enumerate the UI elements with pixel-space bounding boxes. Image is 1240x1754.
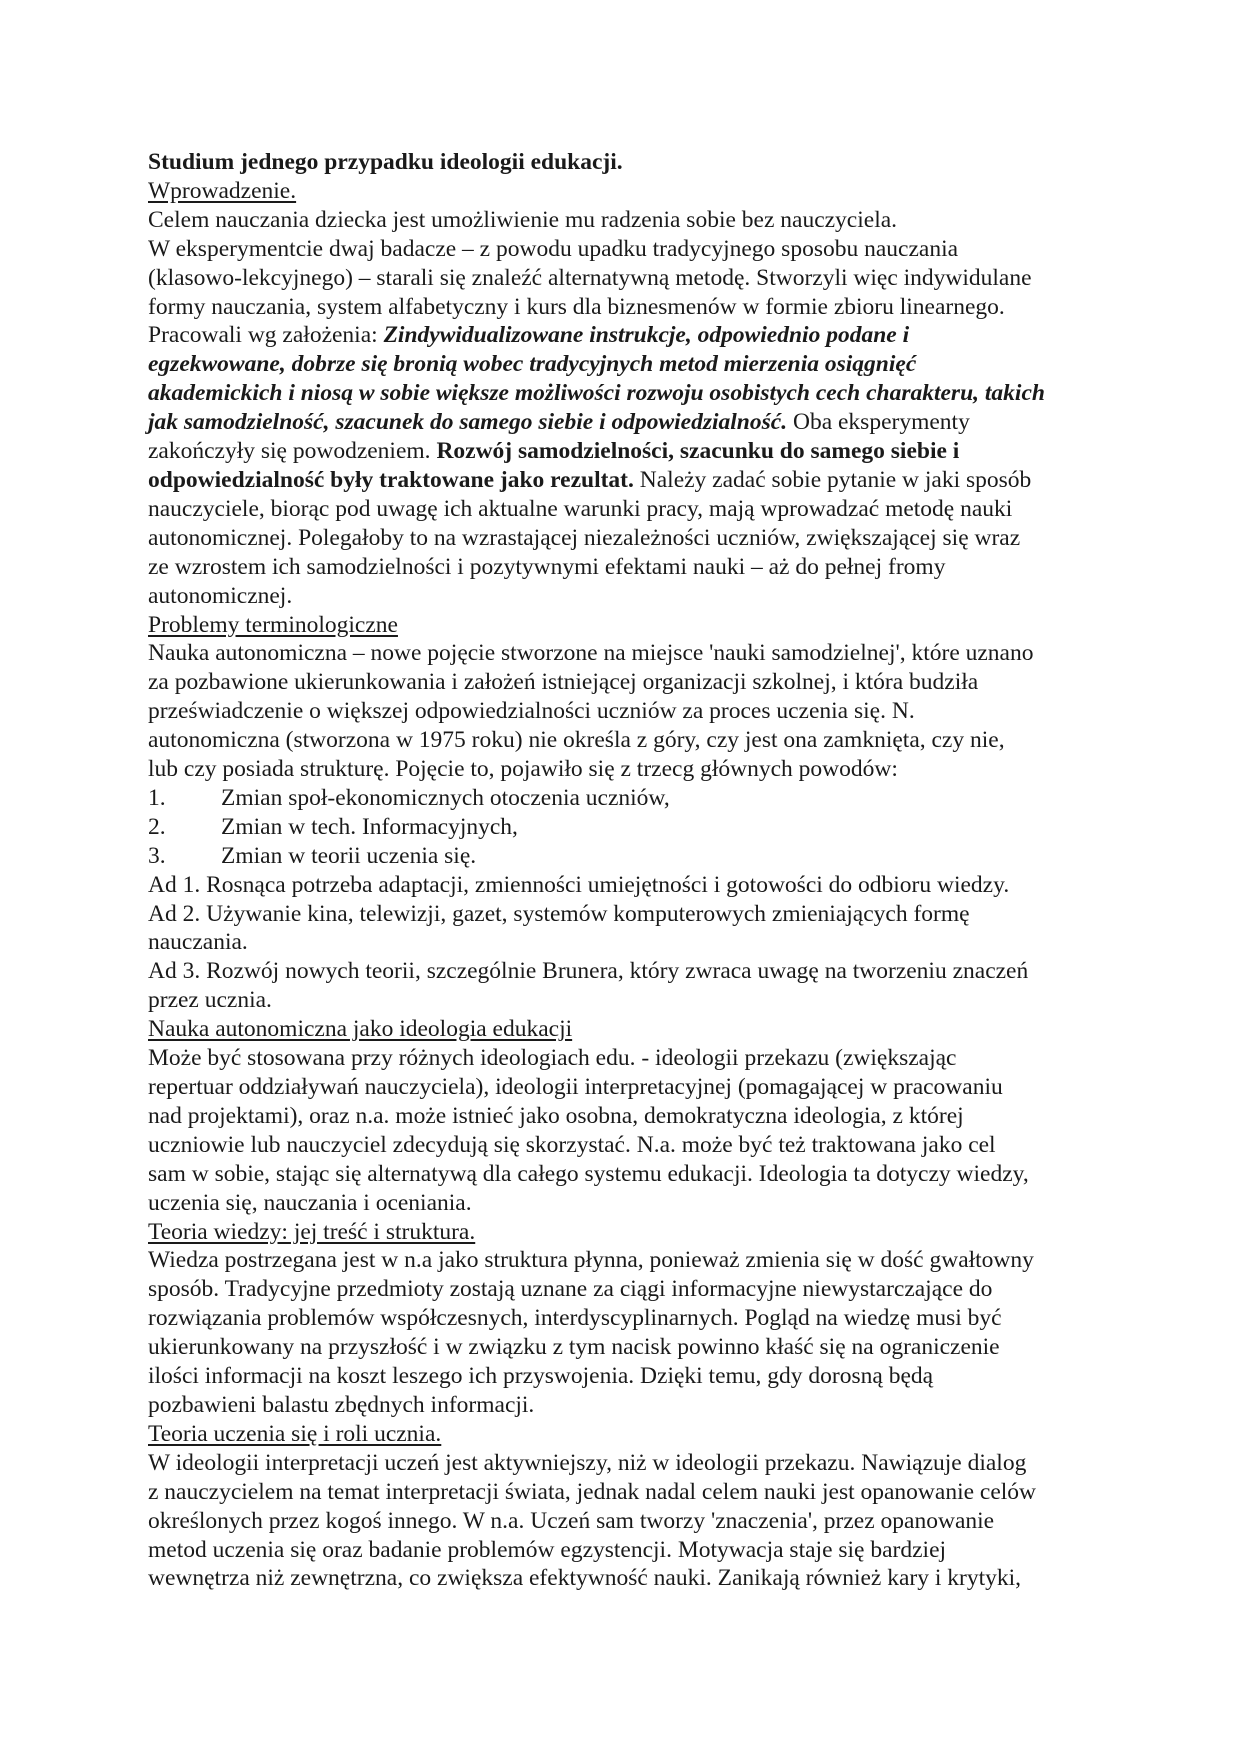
paragraph-line: uczniowie lub nauczyciel zdecydują się skorzystać. N.a. może być też traktowana jako cel [148, 1131, 996, 1158]
paragraph-line: sam w sobie, stając się alternatywą dla całego systemu edukacji. Ideologia ta dotyczy wiedzy, [148, 1160, 1029, 1187]
paragraph-line: repertuar oddziaływań nauczyciela), ideologii interpretacyjnej (pomagającej w pracowaniu [148, 1074, 1003, 1100]
list-text: Zmian społ-ekonomicznych otoczenia uczniów, [221, 784, 670, 811]
paragraph-line: przez ucznia. [148, 987, 272, 1014]
paragraph-line: Ad 1. Rosnąca potrzeba adaptacji, zmienności umiejętności i gotowości do odbioru wiedzy. [148, 871, 1010, 898]
section-heading-ideologia: Nauka autonomiczna jako ideologia edukacji [148, 1016, 573, 1043]
paragraph-line: Ad 2. Używanie kina, telewizji, gazet, systemów komputerowych zmieniających formę [148, 900, 970, 927]
text-span: Pracowali wg założenia: [148, 322, 384, 349]
list-item [148, 813, 1088, 842]
paragraph-line [148, 437, 1088, 466]
paragraph-line [148, 408, 1088, 437]
list-item [148, 784, 1088, 813]
paragraph-line: nad projektami), oraz n.a. może istnieć jako osobna, demokratyczna ideologia, z której [148, 1102, 964, 1129]
paragraph-line: W eksperymentcie dwaj badacze – z powodu upadku tradycyjnego sposobu nauczania [148, 235, 959, 262]
paragraph-line [148, 466, 1088, 495]
section-heading-teoria-wiedzy: Teoria wiedzy: jej treść i struktura. [148, 1218, 476, 1245]
paragraph-line: Nauka autonomiczna – nowe pojęcie stworzone na miejsce 'nauki samodzielnej', które uznano [148, 640, 1034, 667]
paragraph-line: autonomicznej. Polegałoby to na wzrastającej niezależności uczniów, zwiększającej się wraz [148, 524, 1021, 551]
document-title: Studium jednego przypadku ideologii edukacji. [148, 149, 623, 175]
paragraph-line: przeświadczenie o większej odpowiedzialności uczniów za proces uczenia się. N. [148, 698, 915, 725]
paragraph-line: nauczania. [148, 929, 248, 956]
paragraph-line: nauczyciele, biorąc pod uwagę ich aktualne warunki pracy, mają wprowadzać metodę nauki [148, 495, 1013, 522]
text-span: Oba eksperymenty [787, 409, 970, 436]
paragraph-line: Wiedza postrzegana jest w n.a jako struktura płynna, ponieważ zmienia się w dość gwałtowny [148, 1247, 1034, 1274]
bold-text: odpowiedzialność były traktowane jako rezultat. [148, 466, 634, 493]
list-text: Zmian w tech. Informacyjnych, [221, 813, 518, 840]
paragraph-line [148, 321, 1088, 350]
paragraph-line: Celem nauczania dziecka jest umożliwienie mu radzenia sobie bez nauczyciela. [148, 206, 898, 233]
list-item [148, 842, 1088, 871]
paragraph-line: z nauczycielem na temat interpretacji świata, jednak nadal celem nauki jest opanowanie celów [148, 1478, 1037, 1505]
paragraph-line: pozbawieni balastu zbędnych informacji. [148, 1391, 535, 1418]
paragraph-line: Może być stosowana przy różnych ideologiach edu. - ideologii przekazu (zwiększając [148, 1045, 957, 1072]
section-heading-teoria-uczenia: Teoria uczenia się i roli ucznia. [148, 1420, 442, 1447]
paragraph-line: autonomicznej. [148, 582, 293, 609]
paragraph-line: rozwiązania problemów współczesnych, interdyscyplinarnych. Pogląd na wiedzę musi być [148, 1305, 1002, 1332]
list-text: Zmian w teorii uczenia się. [221, 842, 477, 869]
paragraph-line: sposób. Tradycyjne przedmioty zostają uznane za ciągi informacyjne niewystarczające do [148, 1276, 993, 1303]
emphasis-text: Zindywidualizowane instrukcje, odpowiednio podane i [383, 322, 910, 349]
paragraph-line: metod uczenia się oraz badanie problemów egzystencji. Motywacja staje się bardziej [148, 1536, 947, 1563]
paragraph-line: wewnętrza niż zewnętrzna, co zwiększa efektywność nauki. Zanikają również kary i krytyki, [148, 1565, 1022, 1592]
paragraph-line: ilości informacji na koszt leszego ich przyswojenia. Dzięki temu, gdy dorosną będą [148, 1363, 934, 1390]
paragraph-line: uczenia się, nauczania i oceniania. [148, 1189, 472, 1216]
paragraph-line: lub czy posiada strukturę. Pojęcie to, pojawiło się z trzecg głównych powodów: [148, 756, 898, 783]
paragraph-line: formy nauczania, system alfabetyczny i kurs dla biznesmenów w formie zbioru linearnego. [148, 293, 1005, 320]
paragraph-line: (klasowo-lekcyjnego) – starali się znaleźć alternatywną metodę. Stworzyli więc indywidulane [148, 264, 1032, 291]
text-span: zakończyły się powodzeniem. [148, 438, 437, 465]
paragraph-line: ukierunkowany na przyszłość i w związku z tym nacisk powinno kłaść się na ograniczenie [148, 1334, 1000, 1361]
section-heading-problemy: Problemy terminologiczne [148, 611, 398, 638]
list-number: 2. [148, 813, 166, 840]
paragraph-line: W ideologii interpretacji uczeń jest aktywniejszy, niż w ideologii przekazu. Nawiązuje dialog [148, 1449, 1027, 1476]
document-page [148, 148, 1088, 1593]
emphasis-line: egzekwowane, dobrze się bronią wobec tradycyjnych metod mierzenia osiągnięć [148, 351, 917, 378]
text-span: Należy zadać sobie pytanie w jaki sposób [633, 466, 1032, 493]
paragraph-line: Ad 3. Rozwój nowych teorii, szczególnie Brunera, który zwraca uwagę na tworzeniu znaczeń [148, 958, 1029, 985]
bold-text: Rozwój samodzielności, szacunku do samego siebie i [436, 438, 960, 465]
emphasis-text: jak samodzielność, szacunek do samego siebie i odpowiedzialność. [148, 409, 788, 436]
emphasis-line: akademickich i niosą w sobie większe możliwości rozwoju osobistych cech charakteru, takich [148, 380, 1045, 407]
paragraph-line: autonomiczna (stworzona w 1975 roku) nie określa z góry, czy jest ona zamknięta, czy nie, [148, 727, 1005, 754]
list-number: 3. [148, 842, 166, 869]
list-number: 1. [148, 784, 166, 811]
paragraph-line: za pozbawione ukierunkowania i założeń istniejącej organizacji szkolnej, i która budziła [148, 669, 979, 696]
section-heading-wprowadzenie: Wprowadzenie. [148, 177, 297, 204]
paragraph-line: ze wzrostem ich samodzielności i pozytywnymi efektami nauki – aż do pełnej fromy [148, 553, 946, 580]
paragraph-line: określonych przez kogoś innego. W n.a. Uczeń sam tworzy 'znaczenia', przez opanowanie [148, 1507, 995, 1534]
